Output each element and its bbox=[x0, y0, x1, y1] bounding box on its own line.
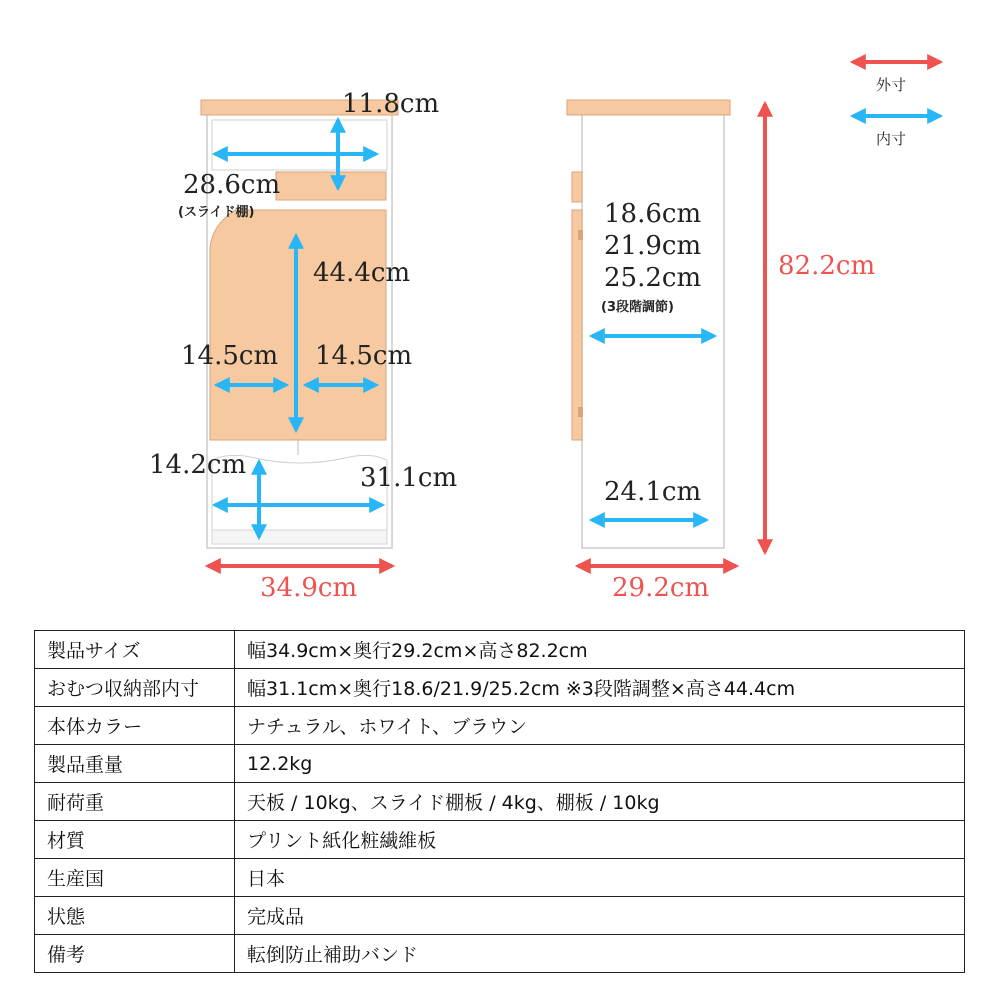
side-view bbox=[567, 100, 875, 603]
spec-value: 幅31.1cm×奥行18.6/21.9/25.2cm ※3段階調整×高さ44.4cm bbox=[235, 669, 965, 707]
side-door-edge bbox=[572, 210, 582, 440]
spec-value: プリント紙化粧繊維板 bbox=[235, 821, 965, 859]
spec-row-material bbox=[35, 821, 965, 859]
spec-value: 完成品 bbox=[235, 897, 965, 935]
spec-row-inner-size bbox=[35, 669, 965, 707]
spec-label: 本体カラー bbox=[35, 707, 235, 745]
depth-option-2: 21.9cm bbox=[604, 231, 702, 261]
door-height-label: 44.4cm bbox=[313, 258, 411, 288]
spec-label: 備考 bbox=[35, 935, 235, 973]
inner-legend-label: 内寸 bbox=[876, 130, 907, 148]
bottom-height-label: 14.2cm bbox=[149, 450, 247, 480]
front-view bbox=[149, 89, 457, 603]
spec-row-load bbox=[35, 783, 965, 821]
outer-legend-label: 外寸 bbox=[876, 76, 907, 94]
spec-table bbox=[34, 630, 965, 973]
spec-value: 転倒防止補助バンド bbox=[235, 935, 965, 973]
right-compartment-label: 14.5cm bbox=[315, 341, 413, 371]
side-hinge-bottom bbox=[578, 407, 583, 417]
spec-row-origin bbox=[35, 859, 965, 897]
bottom-width-label: 31.1cm bbox=[360, 463, 458, 493]
slide-shelf-width-label: 28.6cm bbox=[183, 170, 281, 200]
legend bbox=[853, 62, 940, 148]
spec-label: おむつ収納部内寸 bbox=[35, 669, 235, 707]
side-drawer-edge bbox=[572, 172, 582, 202]
spec-label: 材質 bbox=[35, 821, 235, 859]
side-top-board bbox=[567, 100, 730, 115]
slide-shelf-note: (スライド棚) bbox=[178, 205, 255, 220]
spec-label: 製品サイズ bbox=[35, 631, 235, 669]
bottom-depth-label: 24.1cm bbox=[604, 477, 702, 507]
total-width-label: 34.9cm bbox=[260, 573, 358, 603]
spec-row-notes bbox=[35, 935, 965, 973]
depth-option-1: 18.6cm bbox=[604, 199, 702, 229]
total-height-label: 82.2cm bbox=[778, 251, 876, 281]
spec-value: 天板 / 10kg、スライド棚板 / 4kg、棚板 / 10kg bbox=[235, 783, 965, 821]
spec-value: ナチュラル、ホワイト、ブラウン bbox=[235, 707, 965, 745]
spec-label: 生産国 bbox=[35, 859, 235, 897]
spec-row-size bbox=[35, 631, 965, 669]
spec-value: 日本 bbox=[235, 859, 965, 897]
spec-row-color bbox=[35, 707, 965, 745]
side-hinge-top bbox=[578, 230, 583, 240]
spec-label: 耐荷重 bbox=[35, 783, 235, 821]
top-shelf-height-label: 11.8cm bbox=[342, 89, 440, 119]
front-slide-drawer bbox=[276, 172, 386, 200]
spec-label: 製品重量 bbox=[35, 745, 235, 783]
depth-option-3: 25.2cm bbox=[604, 263, 702, 293]
left-compartment-label: 14.5cm bbox=[181, 341, 279, 371]
spec-row-condition bbox=[35, 897, 965, 935]
depth-note: (3段階調節) bbox=[601, 300, 674, 315]
spec-value: 12.2kg bbox=[235, 745, 965, 783]
front-plinth bbox=[212, 530, 387, 544]
spec-label: 状態 bbox=[35, 897, 235, 935]
front-top-inner bbox=[212, 120, 387, 170]
spec-value: 幅34.9cm×奥行29.2cm×高さ82.2cm bbox=[235, 631, 965, 669]
total-depth-label: 29.2cm bbox=[612, 573, 710, 603]
spec-row-weight bbox=[35, 745, 965, 783]
